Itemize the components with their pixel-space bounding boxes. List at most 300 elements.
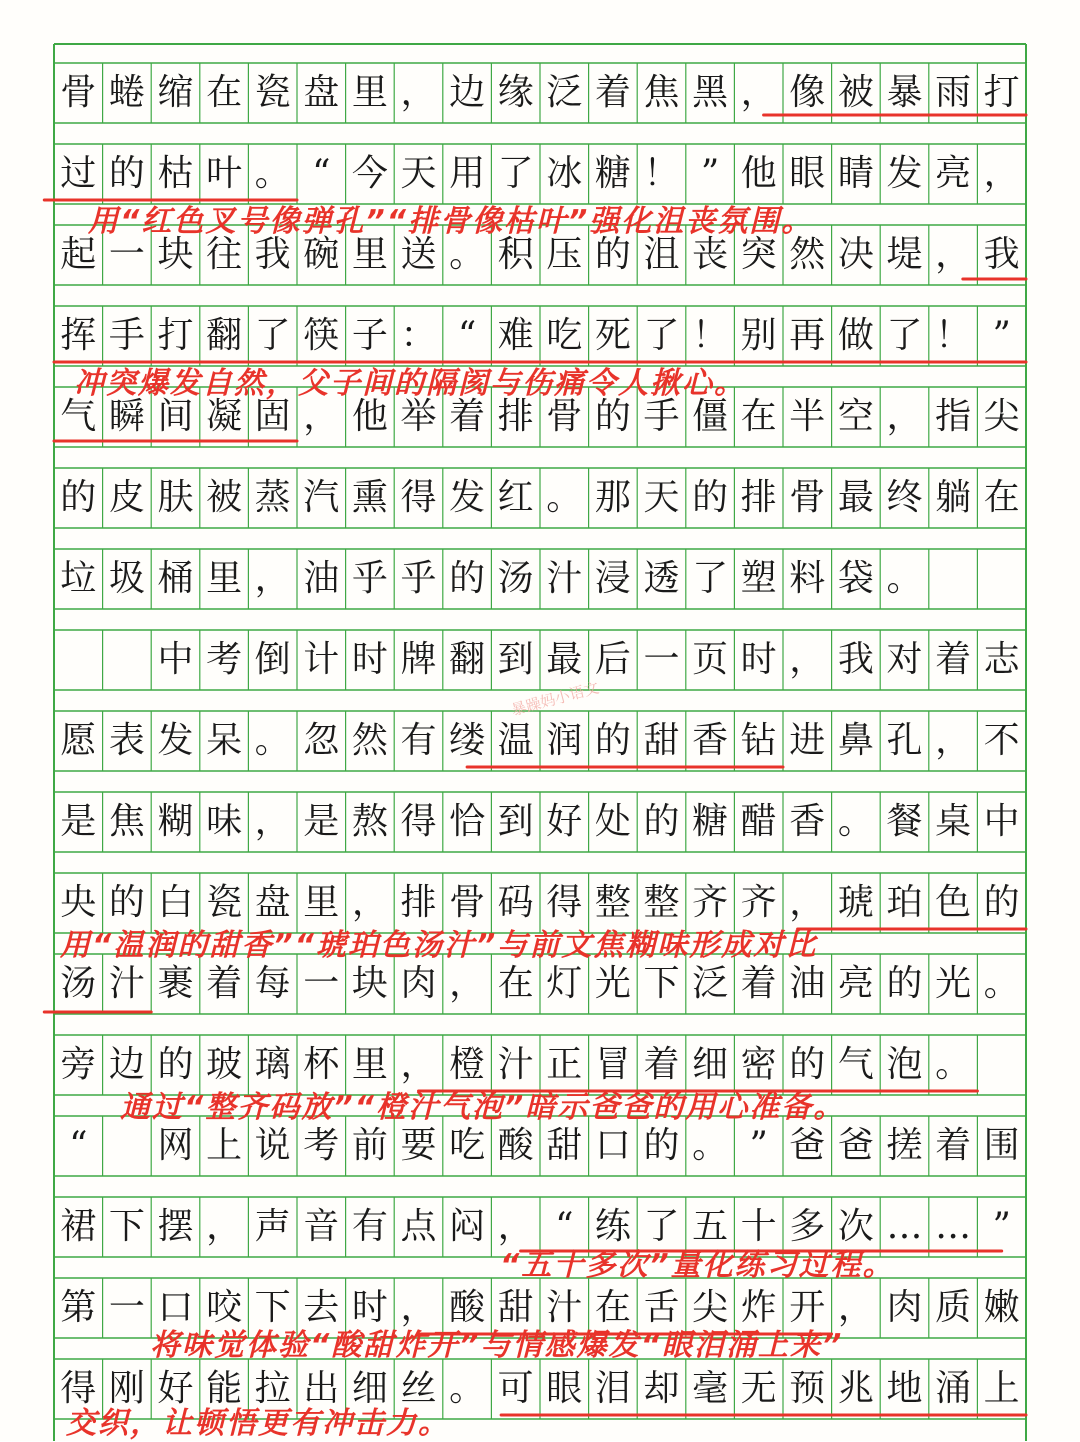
essay-char: 码	[497, 882, 534, 923]
essay-char: 预	[789, 1368, 826, 1409]
essay-char: 糊	[157, 801, 194, 842]
essay-char: 举	[400, 396, 437, 437]
essay-char: 我	[983, 234, 1020, 275]
essay-char: ，	[935, 720, 972, 761]
essay-char: 排	[400, 882, 437, 923]
essay-char: 汁	[497, 1044, 534, 1085]
essay-char: 正	[546, 1044, 583, 1085]
essay-char: 对	[886, 639, 923, 680]
essay-char: 蒸	[254, 477, 291, 518]
essay-char: 呆	[206, 720, 243, 761]
essay-char: 汁	[546, 1287, 583, 1328]
essay-char: 。	[837, 801, 874, 842]
essay-char: 糖	[594, 153, 631, 194]
essay-char: 能	[206, 1368, 243, 1409]
essay-char: 排	[740, 477, 777, 518]
essay-char: 愿	[60, 720, 97, 761]
essay-char: ，	[740, 72, 777, 113]
essay-char: 一	[108, 234, 145, 275]
essay-char: 摆	[157, 1206, 194, 1247]
essay-char: 瓷	[254, 72, 291, 113]
essay-char: 甜	[497, 1287, 534, 1328]
essay-char: ，	[789, 882, 826, 923]
essay-char: 璃	[254, 1044, 291, 1085]
essay-char: 蜷	[108, 72, 145, 113]
essay-char: 今	[351, 153, 388, 194]
essay-char: 的	[108, 153, 145, 194]
essay-char: 橙	[449, 1044, 486, 1085]
essay-char: 质	[935, 1287, 972, 1328]
essay-char: 表	[108, 720, 145, 761]
essay-char: 每	[254, 963, 291, 1004]
essay-char: 块	[157, 234, 194, 275]
essay-char: 了	[643, 315, 680, 356]
annotation-6: 将味觉体验“酸甜炸开”与情感爆发“眼泪涌上来”	[150, 1328, 844, 1363]
essay-char: 死	[594, 315, 631, 356]
essay-char: 到	[497, 639, 534, 680]
essay-char: 缘	[497, 72, 534, 113]
essay-char: 汁	[108, 963, 145, 1004]
essay-char: 围	[983, 1125, 1020, 1166]
essay-char: 突	[740, 234, 777, 275]
essay-char: 刚	[108, 1368, 145, 1409]
essay-char: 固	[254, 396, 291, 437]
essay-char: 着	[935, 639, 972, 680]
essay-char: 忽	[303, 720, 340, 761]
essay-char: 进	[789, 720, 826, 761]
essay-char: 被	[837, 72, 874, 113]
essay-char: 炸	[740, 1287, 777, 1328]
essay-char: ，	[886, 396, 923, 437]
essay-char: 瓷	[206, 882, 243, 923]
essay-char: 料	[789, 558, 826, 599]
essay-char: 桌	[935, 801, 972, 842]
essay-char: ，	[935, 234, 972, 275]
essay-char: 的	[157, 1044, 194, 1085]
essay-char: 无	[740, 1368, 777, 1409]
essay-char: 了	[692, 558, 729, 599]
essay-char: 一	[643, 639, 680, 680]
essay-char: 天	[643, 477, 680, 518]
essay-char: ，	[206, 1206, 243, 1247]
essay-char: 密	[740, 1044, 777, 1085]
essay-char: 眼	[546, 1368, 583, 1409]
essay-char: 齐	[692, 882, 729, 923]
essay-char: 尖	[983, 396, 1020, 437]
essay-char: 半	[789, 396, 826, 437]
essay-char: 块	[351, 963, 388, 1004]
essay-char: 醋	[740, 801, 777, 842]
essay-char: 齐	[740, 882, 777, 923]
essay-char: 指	[935, 396, 972, 437]
essay-char: 发	[449, 477, 486, 518]
essay-char: 开	[789, 1287, 826, 1328]
essay-char: 多	[789, 1206, 826, 1247]
essay-char: 最	[837, 477, 874, 518]
essay-char: 再	[789, 315, 826, 356]
essay-char: 中	[157, 639, 194, 680]
essay-char: 五	[692, 1206, 729, 1247]
essay-char: 躺	[935, 477, 972, 518]
essay-char: 油	[303, 558, 340, 599]
essay-char: 拉	[254, 1368, 291, 1409]
essay-char: 骨	[449, 882, 486, 923]
essay-char: 骨	[789, 477, 826, 518]
essay-char: ，	[400, 1287, 437, 1328]
essay-char: 浸	[594, 558, 631, 599]
essay-char: 下	[643, 963, 680, 1004]
essay-char: 。	[254, 153, 291, 194]
essay-char: 计	[303, 639, 340, 680]
essay-char: ，	[254, 558, 291, 599]
essay-char: 红	[497, 477, 534, 518]
essay-char: 气	[837, 1044, 874, 1085]
essay-char: 然	[351, 720, 388, 761]
essay-char: 堤	[886, 234, 923, 275]
essay-char: 杯	[303, 1044, 340, 1085]
essay-char: 音	[303, 1206, 340, 1247]
essay-char: 口	[157, 1287, 194, 1328]
essay-char: 咬	[206, 1287, 243, 1328]
essay-char: 整	[594, 882, 631, 923]
essay-char: 桶	[157, 558, 194, 599]
essay-char: 亮	[837, 963, 874, 1004]
essay-char: ，	[254, 801, 291, 842]
essay-char: 往	[206, 234, 243, 275]
essay-char: 那	[594, 477, 631, 518]
essay-char: 翻	[206, 315, 243, 356]
essay-char: 透	[643, 558, 680, 599]
essay-char: 在	[740, 396, 777, 437]
essay-char: 时	[351, 639, 388, 680]
essay-char: 孔	[886, 720, 923, 761]
essay-char: 里	[351, 1044, 388, 1085]
essay-char: 过	[60, 153, 97, 194]
essay-char: 碗	[303, 234, 340, 275]
annotation-4: 通过“整齐码放”“橙汁气泡”暗示爸爸的用心准备。	[120, 1090, 846, 1125]
essay-char: 终	[886, 477, 923, 518]
essay-char: 肉	[400, 963, 437, 1004]
essay-char: 做	[837, 315, 874, 356]
essay-char: 第	[60, 1287, 97, 1328]
essay-char: ，	[351, 882, 388, 923]
essay-char: 泛	[546, 72, 583, 113]
essay-char: 冰	[546, 153, 583, 194]
essay-char: 发	[886, 153, 923, 194]
essay-char: …	[935, 1206, 972, 1247]
essay-char: 发	[157, 720, 194, 761]
essay-char: 光	[935, 963, 972, 1004]
essay-char: 的	[594, 720, 631, 761]
essay-char: 得	[546, 882, 583, 923]
essay-char: 闷	[449, 1206, 486, 1247]
essay-char: 考	[206, 639, 243, 680]
essay-char: 吃	[449, 1125, 486, 1166]
essay-char: 。	[546, 477, 583, 518]
essay-char: 下	[108, 1206, 145, 1247]
essay-char: 丝	[400, 1368, 437, 1409]
essay-char: 袋	[837, 558, 874, 599]
essay-char: 的	[594, 396, 631, 437]
essay-char: 他	[740, 153, 777, 194]
essay-char: 睛	[837, 153, 874, 194]
essay-char: 上	[983, 1368, 1020, 1409]
essay-char: 涌	[935, 1368, 972, 1409]
essay-char: 凝	[206, 396, 243, 437]
essay-char: 压	[546, 234, 583, 275]
essay-char: 垃	[60, 558, 97, 599]
essay-char: 肉	[886, 1287, 923, 1328]
essay-char: 搓	[886, 1125, 923, 1166]
essay-char: 翻	[449, 639, 486, 680]
essay-char: 有	[400, 720, 437, 761]
essay-char: 味	[206, 801, 243, 842]
essay-char: 。	[983, 963, 1020, 1004]
essay-char: 的	[983, 882, 1020, 923]
essay-char: 起	[60, 234, 97, 275]
essay-char: 瞬	[108, 396, 145, 437]
essay-char: ，	[400, 72, 437, 113]
essay-char: ，	[497, 1206, 534, 1247]
essay-char: 的	[449, 558, 486, 599]
essay-char: 泡	[886, 1044, 923, 1085]
essay-char: 里	[303, 882, 340, 923]
essay-char: 在	[206, 72, 243, 113]
essay-char: ”	[749, 1125, 768, 1166]
essay-char: 着	[935, 1125, 972, 1166]
essay-char: 琥	[837, 882, 874, 923]
essay-char: 白	[157, 882, 194, 923]
essay-char: 间	[157, 396, 194, 437]
essay-char: 叶	[206, 153, 243, 194]
essay-char: 爸	[837, 1125, 874, 1166]
essay-char: 细	[351, 1368, 388, 1409]
essay-char: 。	[886, 558, 923, 599]
essay-char: 志	[983, 639, 1020, 680]
essay-char: 后	[594, 639, 631, 680]
essay-char: 焦	[108, 801, 145, 842]
essay-char: 糖	[692, 801, 729, 842]
essay-char: “	[69, 1125, 88, 1166]
essay-char: 眼	[789, 153, 826, 194]
essay-char: 嫩	[983, 1287, 1020, 1328]
essay-char: 打	[157, 315, 194, 356]
essay-char: 我	[837, 639, 874, 680]
essay-char: 在	[594, 1287, 631, 1328]
essay-char: 盘	[254, 882, 291, 923]
essay-char: 僵	[692, 396, 729, 437]
essay-char: 香	[789, 801, 826, 842]
essay-char: 最	[546, 639, 583, 680]
essay-char: 前	[351, 1125, 388, 1166]
essay-char: 裹	[157, 963, 194, 1004]
essay-char: 熬	[351, 801, 388, 842]
essay-char: ”	[992, 315, 1011, 356]
essay-char: 里	[351, 72, 388, 113]
essay-char: 挥	[60, 315, 97, 356]
essay-char: 着	[206, 963, 243, 1004]
essay-char: 了	[497, 153, 534, 194]
essay-char: …	[886, 1206, 923, 1247]
essay-char: 被	[206, 477, 243, 518]
essay-char: 然	[789, 234, 826, 275]
essay-char: ，	[789, 639, 826, 680]
essay-char: 的	[594, 234, 631, 275]
essay-char: 汽	[303, 477, 340, 518]
essay-char: 央	[60, 882, 97, 923]
essay-char: ！	[643, 153, 680, 194]
essay-char: 灯	[546, 963, 583, 1004]
essay-char: 气	[60, 396, 97, 437]
essay-char: 鼻	[837, 720, 874, 761]
essay-char: 得	[400, 801, 437, 842]
essay-char: 骨	[546, 396, 583, 437]
essay-char: 。	[449, 1368, 486, 1409]
essay-char: 酸	[497, 1125, 534, 1166]
essay-char: 恰	[449, 801, 486, 842]
essay-char: 了	[254, 315, 291, 356]
essay-char: 好	[157, 1368, 194, 1409]
essay-char: 却	[643, 1368, 680, 1409]
annotation-5: “五十多次”量化练习过程。	[500, 1248, 895, 1283]
essay-char: 乎	[400, 558, 437, 599]
essay-char: 着	[740, 963, 777, 1004]
essay-char: 尖	[692, 1287, 729, 1328]
essay-char: 油	[789, 963, 826, 1004]
essay-char: 的	[886, 963, 923, 1004]
essay-char: ，	[303, 396, 340, 437]
essay-char: 的	[789, 1044, 826, 1085]
essay-char: 像	[789, 72, 826, 113]
essay-char: 雨	[935, 72, 972, 113]
essay-char: 考	[303, 1125, 340, 1166]
essay-char: 缩	[157, 72, 194, 113]
essay-char: ！	[935, 315, 972, 356]
essay-char: 时	[351, 1287, 388, 1328]
essay-char: 骨	[60, 72, 97, 113]
essay-char: 的	[60, 477, 97, 518]
essay-char: 一	[303, 963, 340, 1004]
essay-char: 润	[546, 720, 583, 761]
essay-char: 甜	[546, 1125, 583, 1166]
essay-char: 上	[206, 1125, 243, 1166]
essay-char: 得	[60, 1368, 97, 1409]
annotation-1: 用“红色叉号像弹孔”“排骨像枯叶”强化沮丧氛围。	[88, 204, 814, 239]
essay-char: 枯	[157, 153, 194, 194]
essay-char: 网	[157, 1125, 194, 1166]
essay-char: 的	[692, 477, 729, 518]
essay-char: 边	[449, 72, 486, 113]
essay-char: 香	[692, 720, 729, 761]
essay-char: “	[555, 1206, 574, 1247]
essay-char: ：	[400, 315, 437, 356]
essay-char: 。	[254, 720, 291, 761]
essay-char: 毫	[692, 1368, 729, 1409]
essay-char: 钻	[740, 720, 777, 761]
essay-char: 盘	[303, 72, 340, 113]
essay-char: 天	[400, 153, 437, 194]
essay-char: 口	[594, 1125, 631, 1166]
essay-char: 着	[449, 396, 486, 437]
essay-char: 声	[254, 1206, 291, 1247]
essay-char: 积	[497, 234, 534, 275]
essay-char: 中	[983, 801, 1020, 842]
essay-char: 牌	[400, 639, 437, 680]
essay-char: 汤	[60, 963, 97, 1004]
essay-char: 在	[497, 963, 534, 1004]
essay-char: 甜	[643, 720, 680, 761]
essay-char: 的	[108, 882, 145, 923]
essay-char: 得	[400, 477, 437, 518]
essay-char: 。	[692, 1125, 729, 1166]
essay-char: 练	[594, 1206, 631, 1247]
essay-char: 我	[254, 234, 291, 275]
essay-char: 着	[594, 72, 631, 113]
essay-char: 手	[108, 315, 145, 356]
essay-char: 下	[254, 1287, 291, 1328]
annotation-7: 交织，让顿悟更有冲击力。	[66, 1406, 450, 1441]
essay-char: 旁	[60, 1044, 97, 1085]
essay-char: ，	[449, 963, 486, 1004]
essay-char: 到	[497, 801, 534, 842]
essay-char: 边	[108, 1044, 145, 1085]
essay-char: 难	[497, 315, 534, 356]
essay-char: 吃	[546, 315, 583, 356]
essay-char: 舌	[643, 1287, 680, 1328]
essay-char: 爸	[789, 1125, 826, 1166]
essay-char: 泛	[692, 963, 729, 1004]
essay-char: 点	[400, 1206, 437, 1247]
essay-char: 在	[983, 477, 1020, 518]
essay-char: 里	[206, 558, 243, 599]
essay-char: 子	[351, 315, 388, 356]
essay-char: 圾	[108, 558, 145, 599]
essay-char: 冒	[594, 1044, 631, 1085]
essay-char: 页	[692, 639, 729, 680]
essay-char: 送	[400, 234, 437, 275]
essay-char: 次	[837, 1206, 874, 1247]
essay-char: 出	[303, 1368, 340, 1409]
essay-char: 泪	[594, 1368, 631, 1409]
essay-char: 的	[643, 801, 680, 842]
essay-char: 打	[983, 72, 1020, 113]
essay-char: 兆	[837, 1368, 874, 1409]
essay-char: 倒	[254, 639, 291, 680]
watermark: 暴躁妈小语文	[509, 678, 601, 720]
essay-char: 餐	[886, 801, 923, 842]
essay-char: 黑	[692, 72, 729, 113]
essay-char: 缕	[449, 720, 486, 761]
essay-char: 处	[594, 801, 631, 842]
essay-char: 手	[643, 396, 680, 437]
essay-char: ，	[837, 1287, 874, 1328]
essay-char: 是	[60, 801, 97, 842]
essay-char: 有	[351, 1206, 388, 1247]
essay-char: ”	[992, 1206, 1011, 1247]
essay-char: 丧	[692, 234, 729, 275]
essay-char: 着	[643, 1044, 680, 1085]
essay-char: 决	[837, 234, 874, 275]
essay-char: 要	[400, 1125, 437, 1166]
essay-char: 了	[886, 315, 923, 356]
essay-char: 。	[449, 234, 486, 275]
essay-char: 整	[643, 882, 680, 923]
essay-char: 排	[497, 396, 534, 437]
essay-char: ！	[692, 315, 729, 356]
annotation-2: 冲突爆发自然，父子间的隔阂与伤痛令人揪心。	[74, 366, 746, 401]
essay-char: ，	[983, 153, 1020, 194]
essay-char: 了	[643, 1206, 680, 1247]
